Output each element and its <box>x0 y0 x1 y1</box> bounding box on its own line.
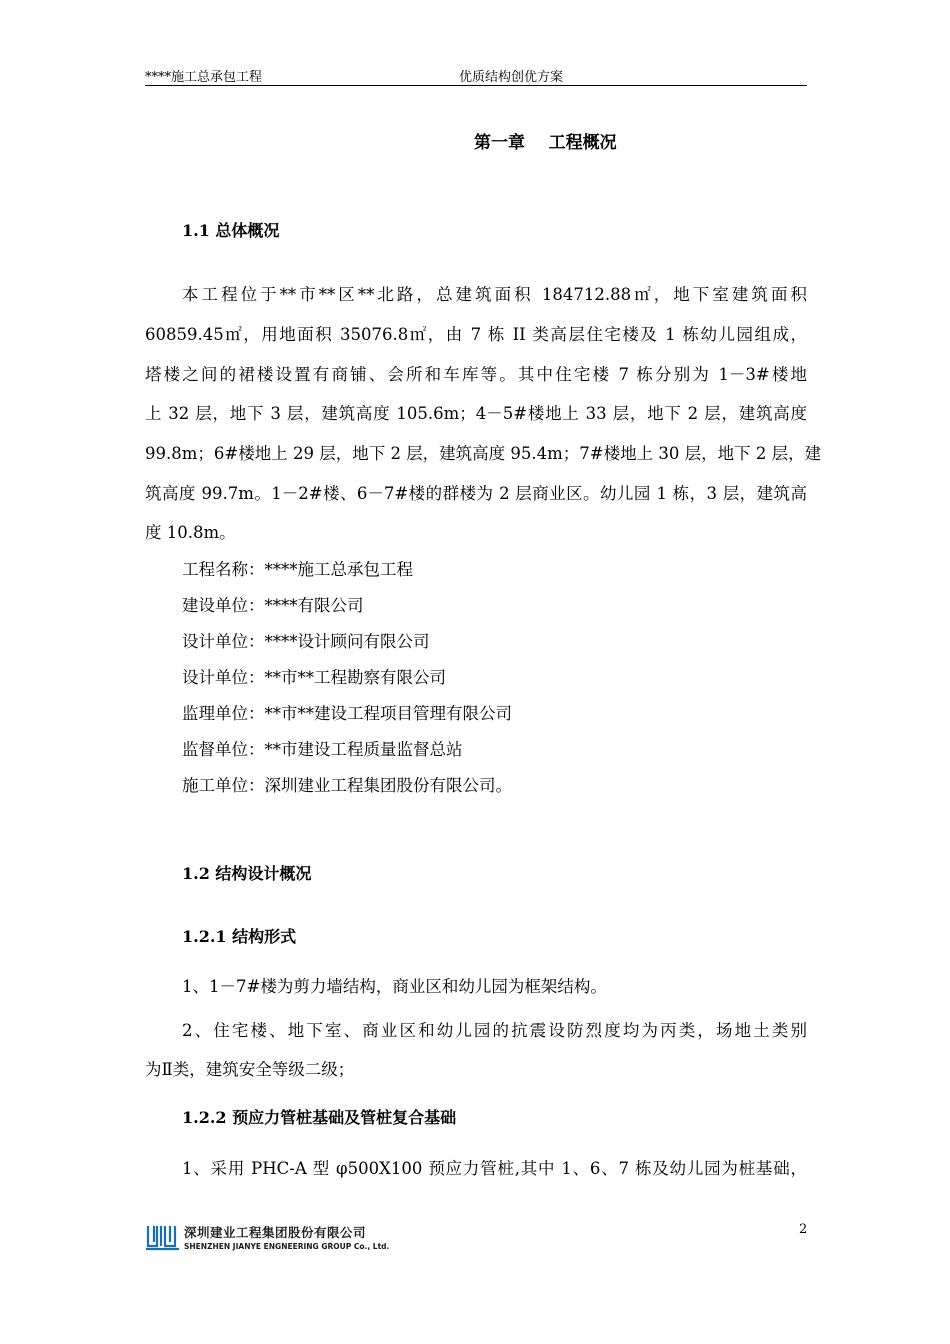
section-heading-1-2: 1.2 结构设计概况 <box>182 864 312 883</box>
paragraph-line: 本工程位于**市**区**北路，总建筑面积 184712.88㎡，地下室建筑面积 <box>182 285 807 304</box>
pile-item-1: 1、采用 PHC-A 型 φ500X100 预应力管桩,其中 1、6、7 栋及幼儿园为桩基础， <box>182 1159 807 1178</box>
paragraph-line: 塔楼之间的裙楼设置有商铺、会所和车库等。其中住宅楼 7 栋分别为 1－3#楼地 <box>145 365 807 384</box>
info-supervisor: 监理单位：**市**建设工程项目管理有限公司 <box>182 704 512 723</box>
info-contractor: 施工单位：深圳建业工程集团股份有限公司。 <box>182 776 512 795</box>
section-heading-1-2-2: 1.2.2 预应力管桩基础及管桩复合基础 <box>182 1108 457 1127</box>
footer-company-en: SHENZHEN JIANYE ENGNEERING GROUP Co., Ltd. <box>184 1242 390 1251</box>
info-owner: 建设单位：****有限公司 <box>182 596 364 615</box>
structure-item-2-line: 2、住宅楼、地下室、商业区和幼儿园的抗震设防烈度均为丙类，场地土类别 <box>182 1021 807 1040</box>
structure-item-1: 1、1－7#楼为剪力墙结构，商业区和幼儿园为框架结构。 <box>182 977 607 996</box>
paragraph-line: 度 10.8m。 <box>145 523 236 542</box>
section-heading-1-1: 1.1 总体概况 <box>182 221 280 240</box>
header-document-title: 优质结构创优方案 <box>459 70 564 85</box>
paragraph-line: 99.8m；6#楼地上 29 层，地下 2 层，建筑高度 95.4m；7#楼地上 30 层，地下 2 层，建 <box>145 444 822 463</box>
structure-item-2-line: 为Ⅱ类，建筑安全等级二级； <box>145 1060 355 1079</box>
paragraph-line: 上 32 层，地下 3 层，建筑高度 105.6m；4－5#楼地上 33 层，地下 2 层，建筑高度 <box>145 404 807 423</box>
info-survey: 设计单位：**市**工程勘察有限公司 <box>182 668 446 687</box>
info-designer: 设计单位：****设计顾问有限公司 <box>182 632 430 651</box>
paragraph-line: 筑高度 99.7m。1－2#楼、6－7#楼的群楼为 2 层商业区。幼儿园 1 栋，3 层，建筑高 <box>145 484 807 503</box>
footer-company-cn: 深圳建业工程集团股份有限公司 <box>184 1225 367 1240</box>
paragraph-line: 60859.45㎡，用地面积 35076.8㎡，由 7 栋 II 类高层住宅楼及 1 栋幼儿园组成， <box>145 325 807 344</box>
company-logo-icon <box>145 1222 181 1252</box>
header-rule <box>145 85 807 86</box>
chapter-title: 第一章 工程概况 <box>474 133 617 153</box>
section-heading-1-2-1: 1.2.1 结构形式 <box>182 927 297 946</box>
header-project-name: ****施工总承包工程 <box>145 70 263 85</box>
info-inspector: 监督单位：**市建设工程质量监督总站 <box>182 740 463 759</box>
info-project-name: 工程名称：****施工总承包工程 <box>182 560 413 579</box>
page-number: 2 <box>799 1222 808 1237</box>
